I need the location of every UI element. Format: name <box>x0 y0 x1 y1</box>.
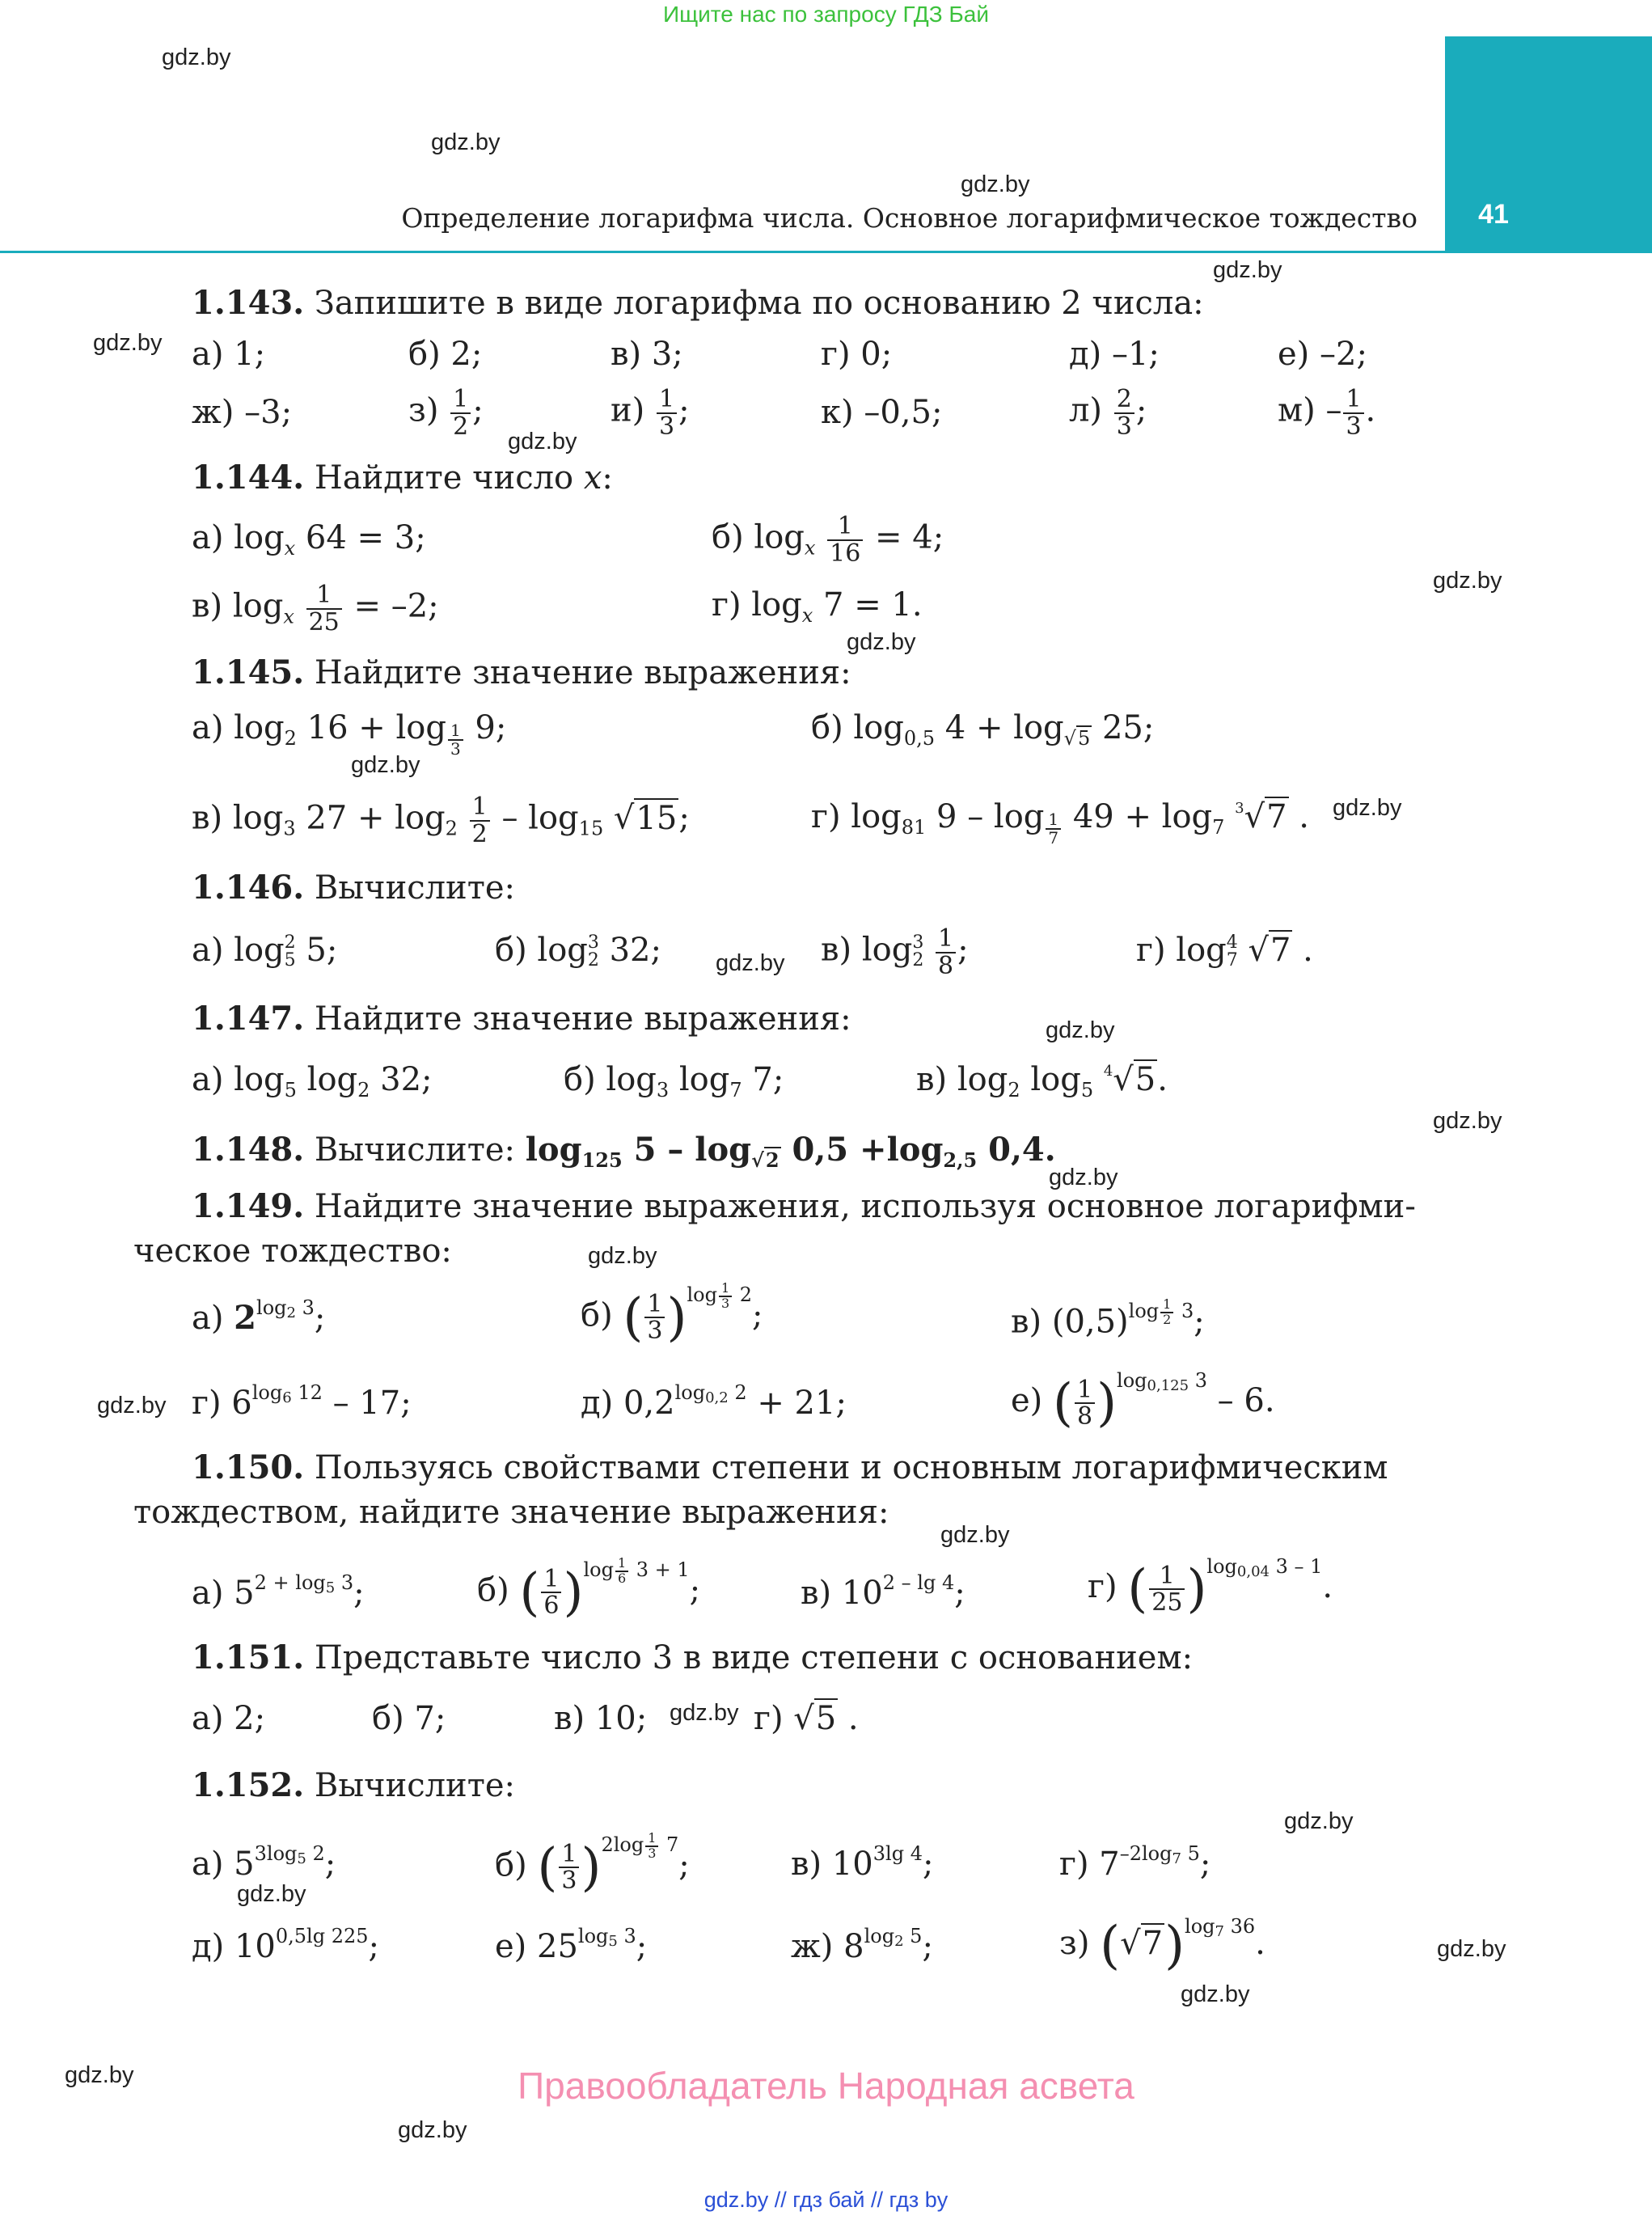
watermark: gdz.by <box>1049 1165 1118 1190</box>
item-value: –2; <box>1320 336 1367 373</box>
exercise-1152-e: д) $10^{0,5lg 225}$; <box>192 1925 379 1965</box>
exercise-1149-title-cont: ческое тождество: <box>133 1233 452 1270</box>
exercise-1152-b: б) ( $\frac{1}{3}$ )$^{2log \frac{1}{3} 7}$; <box>495 1830 690 1898</box>
item-label: ж) <box>192 394 245 431</box>
exercise-1145-a: а) $\log_2 16 + \log$ $_{\frac{1}{3}}$ 9; <box>192 709 507 759</box>
exercise-1151-a: а) 2; <box>192 1700 266 1737</box>
exercise-1143-item <box>1278 336 1367 373</box>
item-value: 3; <box>651 336 683 373</box>
exercise-1149-e: д) $0,2^{log_{0,2} 2} + 21$; <box>581 1381 847 1422</box>
item-label: м) <box>1278 391 1326 429</box>
item-label: е) <box>1278 336 1320 373</box>
item-tail: . <box>1365 391 1376 429</box>
exercise-1143-item <box>821 336 893 373</box>
exercise-1150-b: б) ( $\frac{1}{6}$ )$^{log \frac{1}{6} 3 + 1}$; <box>477 1555 701 1623</box>
exercise-1144-c: в) $\log_x$ $\frac{1}{25}$ = –2; <box>192 581 439 636</box>
exercise-1143-item <box>1278 387 1375 439</box>
exercise-1144-a: а) $\log_x 64 = 3$; <box>192 519 426 560</box>
watermark: gdz.by <box>237 1881 306 1907</box>
exercise-1146-title: 1.146. Вычислите: <box>192 869 515 907</box>
watermark: gdz.by <box>431 129 501 155</box>
exercise-1146-a: а) log 2 5 5; <box>192 932 338 970</box>
exercise-1149-title: 1.149. Найдите значение выражения, используя основное логарифми- <box>192 1187 1416 1225</box>
item-label: и) <box>611 391 655 429</box>
exercise-1151-d: г) √5 . <box>754 1700 859 1737</box>
exercise-1147-b: б) $\log_3 \log_7 7$; <box>564 1061 784 1101</box>
copyright-footer: Правообладатель Народная асвета <box>518 2065 1134 2107</box>
exercise-1143-item <box>611 387 690 439</box>
item-fraction: $\frac{1}{3}$ <box>657 387 677 439</box>
item-tail: ; <box>472 391 484 429</box>
exercise-1144-b: б) $\log_x$ $\frac{1}{16}$ = 4; <box>712 512 944 568</box>
exercise-1143-item <box>611 336 683 373</box>
item-value: –0,5; <box>864 394 943 431</box>
exercise-1152-c: в) $10^{3lg 4}$; <box>791 1842 934 1883</box>
item-fraction: $\frac{1}{3}$ <box>1343 387 1363 439</box>
exercise-1152-h: з) $(√7)^{log_7 36}$. <box>1059 1915 1265 1976</box>
item-fraction: $\frac{1}{2}$ <box>450 387 471 439</box>
item-value: –1; <box>1111 336 1160 373</box>
top-search-note: Ищите нас по запросу ГДЗ Бай <box>662 2 990 27</box>
exercise-1145-b: б) $\log_{0,5} 4 + \log_{√5} 25$; <box>811 709 1155 750</box>
exercise-1150-a: а) $5^{2 + log_5 3}$; <box>192 1571 365 1612</box>
exercise-1148: 1.148. Вычислите: $\log_{125} 5 - \log_{√2} 0,5 +\log_{2,5}$ 0,4. <box>192 1131 1056 1172</box>
exercise-1144-title: 1.144. Найдите число x: <box>192 459 613 497</box>
exercise-1151-b: б) 7; <box>372 1700 446 1737</box>
exercise-1150-d: г) ( $\frac{1}{25}$ )$^{log_{0,04} 3 - 1}$. <box>1088 1555 1333 1619</box>
item-label: б) <box>408 336 451 373</box>
item-tail: ; <box>678 391 690 429</box>
exercise-1146-b: б) log 3 2 32; <box>495 932 661 970</box>
item-value: –3; <box>244 394 293 431</box>
watermark: gdz.by <box>1046 1017 1115 1043</box>
watermark: gdz.by <box>961 171 1030 197</box>
exercise-1143-item <box>1069 387 1147 439</box>
exercise-1143-item <box>1069 336 1160 373</box>
watermark: gdz.by <box>93 330 163 356</box>
exercise-1143-item <box>821 396 942 429</box>
watermark: gdz.by <box>508 429 577 455</box>
watermark: gdz.by <box>716 950 785 976</box>
exercise-1149-b: б) ( $\frac{1}{3}$ )$^{log \frac{1}{3} 2}$; <box>581 1280 763 1348</box>
exercise-1146-d: г) log 4 7 √7 . <box>1136 932 1313 970</box>
watermark: gdz.by <box>940 1522 1010 1548</box>
exercise-1144-d: г) $\log_x 7 = 1$. <box>712 586 923 627</box>
item-label: а) <box>192 336 234 373</box>
running-head: Определение логарифма числа. Основное логарифмическое тождество <box>401 202 1418 234</box>
item-label: л) <box>1069 391 1113 429</box>
watermark: gdz.by <box>670 1700 739 1726</box>
item-value: 0; <box>860 336 893 373</box>
exercise-1152-title: 1.152. Вычислите: <box>192 1766 515 1804</box>
exercise-1151-c: в) 10; <box>554 1700 648 1737</box>
exercise-1152-g: ж) $8^{log_2 5}$; <box>791 1925 933 1965</box>
exercise-1143-item <box>192 396 292 429</box>
exercise-1149-d: г) $6^{log_6 12} - 17$; <box>192 1381 412 1422</box>
item-label: з) <box>408 391 450 429</box>
exercise-1147-a: а) $\log_5 \log_2 32$; <box>192 1061 433 1101</box>
exercise-1143-item <box>408 336 483 373</box>
watermark: gdz.by <box>1437 1936 1506 1962</box>
watermark: gdz.by <box>1181 1981 1250 2007</box>
exercise-1149-c: в) $(0,5)^{log \frac{1}{2} 3}$; <box>1011 1296 1205 1341</box>
watermark: gdz.by <box>97 1393 167 1419</box>
item-fraction: $\frac{2}{3}$ <box>1114 387 1134 439</box>
exercise-1143-item <box>192 336 266 373</box>
exercise-1150-title-cont: тождеством, найдите значение выражения: <box>133 1494 889 1531</box>
item-label: д) <box>1069 336 1112 373</box>
exercise-1147-title: 1.147. Найдите значение выражения: <box>192 1000 851 1038</box>
exercise-1145-c: в) $\log_3 27 + \log_2$ $\frac{1}{2}$ – $\log_{15} √15$; <box>192 793 690 848</box>
watermark: gdz.by <box>1433 568 1502 594</box>
exercise-1143-item <box>408 387 484 439</box>
item-value: 1; <box>234 336 266 373</box>
footer-links[interactable]: gdz.by // гдз бай // гдз by <box>703 2188 949 2212</box>
exercise-1152-d: г) $7^{-2log_7 5}$; <box>1059 1842 1211 1883</box>
item-tail: ; <box>1135 391 1147 429</box>
exercise-1147-c: в) $\log_2 \log_5 ^4√5$. <box>916 1061 1168 1101</box>
item-sign: – <box>1325 391 1342 429</box>
watermark: gdz.by <box>1433 1108 1502 1134</box>
exercise-1149-f: е) ( $\frac{1}{8}$ )$^{log_{0,125} 3}$ – 6. <box>1011 1369 1275 1433</box>
exercise-1145-d: г) $\log_{81} 9$ – log $_{\frac{1}{7}}$ $49 + \log_7 ^3√7$ . <box>811 798 1310 848</box>
exercise-1148-expr: $\log_{125} 5 - \log_{√2} 0,5 +\log_{2,5}$ 0,4. <box>525 1131 1056 1172</box>
exercise-1145-title: 1.145. Найдите значение выражения: <box>192 653 851 691</box>
exercise-1143-title: 1.143. Запишите в виде логарифма по основанию 2 числа: <box>192 284 1204 322</box>
watermark: gdz.by <box>398 2117 467 2143</box>
exercise-1150-c: в) $10^{2 - lg 4}$; <box>801 1571 965 1612</box>
header-rule <box>0 251 1445 253</box>
exercise-1152-a: а) $5^{3log_5 2}$; <box>192 1842 336 1883</box>
exercise-1146-c: в) log 3 2 $\frac{1}{8}$ ; <box>821 924 969 980</box>
watermark: gdz.by <box>1333 795 1402 821</box>
watermark: gdz.by <box>588 1243 657 1269</box>
watermark: gdz.by <box>1284 1808 1354 1834</box>
item-label: в) <box>611 336 652 373</box>
watermark: gdz.by <box>351 752 420 778</box>
item-label: г) <box>821 336 861 373</box>
exercise-1149-a: а) $2^{log_2 3}$; <box>192 1296 326 1337</box>
watermark: gdz.by <box>162 44 231 70</box>
item-value: 2; <box>450 336 483 373</box>
item-label: к) <box>821 394 864 431</box>
page-number: 41 <box>1478 199 1509 230</box>
watermark: gdz.by <box>847 629 916 655</box>
exercise-1150-title: 1.150. Пользуясь свойствами степени и основным логарифмическим <box>192 1448 1388 1486</box>
watermark: gdz.by <box>1213 257 1282 283</box>
exercise-1152-f: е) $25^{log_5 3}$; <box>495 1925 648 1965</box>
exercise-1151-title: 1.151. Представьте число 3 в виде степени с основанием: <box>192 1638 1194 1676</box>
watermark: gdz.by <box>65 2062 134 2088</box>
